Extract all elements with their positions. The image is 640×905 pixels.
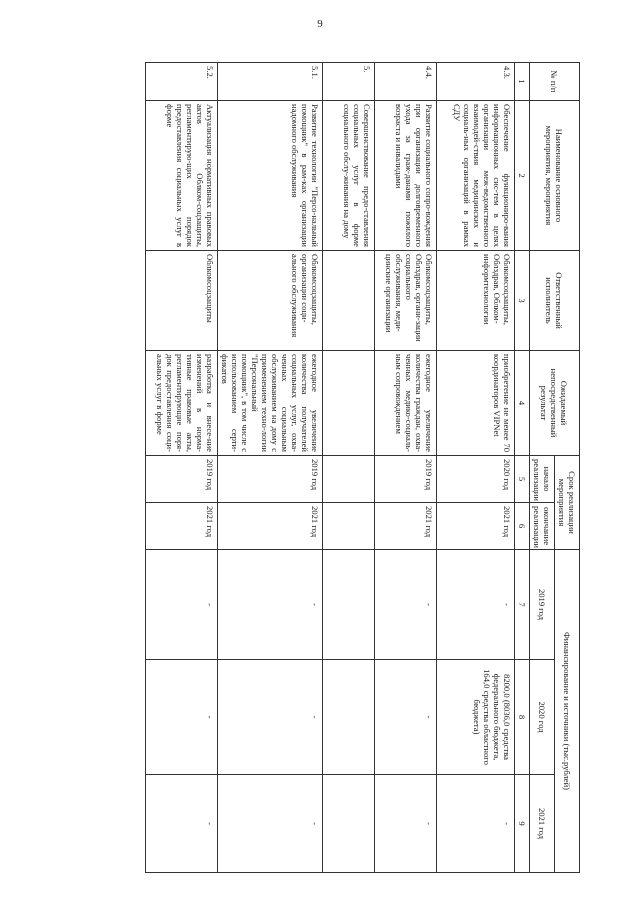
row-responsible: Облкомсоцзащиты, организации соци-ального обслуживания bbox=[218, 251, 323, 351]
header-period: Срок реализации мероприятия bbox=[555, 456, 580, 550]
row-finance-2019: - bbox=[437, 550, 515, 660]
table-row bbox=[375, 63, 437, 873]
row-start: 2019 год bbox=[146, 456, 218, 503]
row-name: Развитие технологии "Персо-нальный помощник" в рам-ках организации надомного обслуживания bbox=[218, 101, 323, 251]
header-year-2021: 2021 год bbox=[530, 775, 555, 873]
row-finance-2021: - bbox=[218, 775, 323, 873]
row-start: 2020 год bbox=[437, 456, 515, 503]
row-name: Развитие социального сопро-вождения при организации долговременного ухода за граж-данами пожилого возраста и инвалидами bbox=[375, 101, 437, 251]
index-cell: 1 bbox=[515, 63, 530, 101]
header-no: № п/п bbox=[530, 63, 580, 101]
row-end: 2021 год bbox=[146, 503, 218, 550]
row-name: Совершенствование предо-ставления социальных услуг в форме социального обслу-живания на дому bbox=[323, 101, 375, 251]
program-table bbox=[145, 62, 580, 873]
header-period-start: начало реализации bbox=[530, 456, 555, 503]
rotated-table-container bbox=[152, 62, 580, 872]
table-row bbox=[146, 63, 218, 873]
row-result: разработка и внесе-ние изменений в норма-тивные правовые акты, регламентирующие поря-док предоставления соци-альных услуг в форме bbox=[146, 351, 218, 456]
header-responsible: Ответственный исполнитель bbox=[530, 251, 580, 351]
row-no: 5.2. bbox=[146, 63, 218, 101]
table-row bbox=[323, 63, 375, 873]
row-finance-2020: - bbox=[218, 660, 323, 775]
row-result: приобретение не менее 70 координаторов VIPNet bbox=[437, 351, 515, 456]
row-responsible: Облкомсоцзащиты bbox=[146, 251, 218, 351]
header-result: Ожидаемый непосредственный результат bbox=[530, 351, 580, 456]
header-year-2019: 2019 год bbox=[530, 550, 555, 660]
row-finance-2020: 8200,0 (8036,0 средства федерального бюджета, 164,0 средства областного бюджета) bbox=[437, 660, 515, 775]
row-end bbox=[323, 503, 375, 550]
row-start bbox=[323, 456, 375, 503]
index-cell: 3 bbox=[515, 251, 530, 351]
row-finance-2020 bbox=[323, 660, 375, 775]
index-cell: 2 bbox=[515, 101, 530, 251]
row-end: 2021 год bbox=[437, 503, 515, 550]
table-row bbox=[437, 63, 515, 873]
index-cell: 4 bbox=[515, 351, 530, 456]
row-finance-2021 bbox=[323, 775, 375, 873]
row-no: 5. bbox=[323, 63, 375, 101]
row-no: 4.4. bbox=[375, 63, 437, 101]
row-end: 2021 год bbox=[375, 503, 437, 550]
row-finance-2019: - bbox=[146, 550, 218, 660]
row-result: ежегодное увеличение количества получателей социальных услуг, охва-ченных социальным обслуживанием на дому с применением техно-логии "Персональный помощник", в том числе с использованием серти-фикатов bbox=[218, 351, 323, 456]
header-year-2020: 2020 год bbox=[530, 660, 555, 775]
row-finance-2021: - bbox=[146, 775, 218, 873]
row-name: Актуализация нормативных правовых актов Облком-соцзащиты, регламентирую-щих порядок предоставления социальных услуг в форме bbox=[146, 101, 218, 251]
row-responsible: Облкомсоцзащиты, Облздрав, органи-зации социального обслуживания, меди-цинские организации bbox=[375, 251, 437, 351]
header-finance: Финансирование и источники (тыс.рублей) bbox=[555, 550, 580, 873]
row-start: 2019 год bbox=[218, 456, 323, 503]
row-responsible: Облкомсоцзащиты, Облздрав, Облком-информтехнологии bbox=[437, 251, 515, 351]
row-finance-2019 bbox=[323, 550, 375, 660]
row-no: 5.1. bbox=[218, 63, 323, 101]
row-end: 2021 год bbox=[218, 503, 323, 550]
column-index-row bbox=[515, 63, 530, 873]
row-name: Обеспечение функциониро-вания информационных сис-тем в целях организации меж-ведомственного взаимодей-ствия медицинских и социаль-ных организаций в рамках СДУ bbox=[437, 101, 515, 251]
row-result bbox=[323, 351, 375, 456]
row-finance-2021: - bbox=[437, 775, 515, 873]
row-start: 2019 год bbox=[375, 456, 437, 503]
row-responsible bbox=[323, 251, 375, 351]
index-cell: 9 bbox=[515, 775, 530, 873]
row-finance-2019: - bbox=[375, 550, 437, 660]
index-cell: 5 bbox=[515, 456, 530, 503]
index-cell: 6 bbox=[515, 503, 530, 550]
row-finance-2020: - bbox=[375, 660, 437, 775]
row-no: 4.3. bbox=[437, 63, 515, 101]
row-result: ежегодное увеличение количества граждан, охва-ченных медико-социаль-ным сопровождением bbox=[375, 351, 437, 456]
header-name: Наименование основного мероприятия, мероприятия bbox=[530, 101, 580, 251]
row-finance-2020: - bbox=[146, 660, 218, 775]
table-row bbox=[218, 63, 323, 873]
index-cell: 8 bbox=[515, 660, 530, 775]
header-period-end: окончание реализации bbox=[530, 503, 555, 550]
row-finance-2019: - bbox=[218, 550, 323, 660]
page-number: 9 bbox=[317, 18, 323, 30]
index-cell: 7 bbox=[515, 550, 530, 660]
row-finance-2021: - bbox=[375, 775, 437, 873]
